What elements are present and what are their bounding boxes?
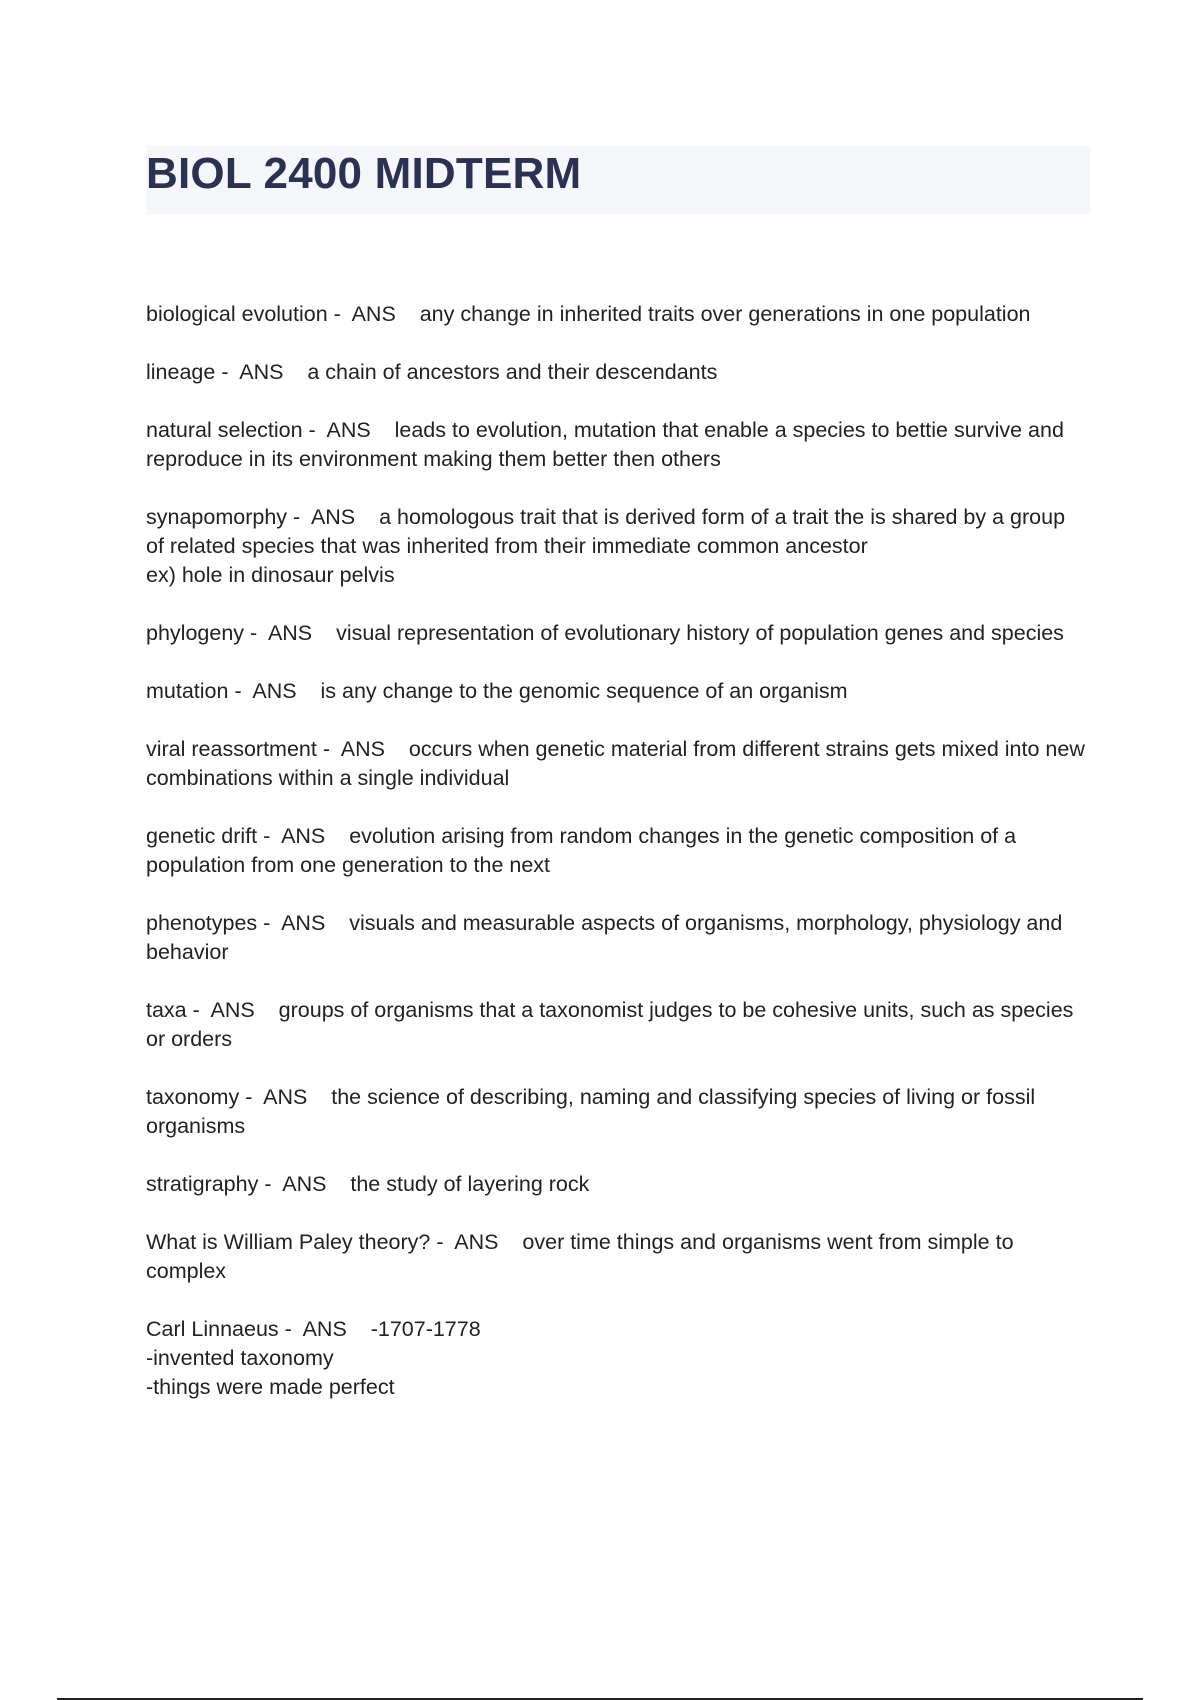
- flashcard-entry: natural selection - ANS leads to evolution, mutation that enable a species to bettie survive and reproduce in its environment making them better then others: [146, 418, 1064, 471]
- answer-marker: ANS: [267, 621, 313, 645]
- entry-extra-line: -things were made perfect: [146, 1375, 395, 1399]
- entry-term: taxonomy: [146, 1085, 240, 1109]
- entry-answer: is any change to the genomic sequence of an organism: [320, 679, 848, 703]
- entry-answer: leads to evolution, mutation that enable a species to bettie survive and reproduce in its environment making them better then others: [146, 418, 1064, 471]
- entry-term: natural selection: [146, 418, 303, 442]
- entry-answer: occurs when genetic material from different strains gets mixed into new combinations within a single individual: [146, 737, 1085, 790]
- entry-term: viral reassortment: [146, 737, 317, 761]
- entry-answer: over time things and organisms went from simple to complex: [146, 1230, 1014, 1283]
- entry-answer: -1707-1778: [370, 1317, 481, 1341]
- answer-marker: ANS: [263, 1085, 308, 1109]
- entry-answer: a chain of ancestors and their descendants: [307, 360, 718, 384]
- flashcard-entry: viral reassortment - ANS occurs when genetic material from different strains gets mixed into new combinations within a single individual: [146, 737, 1085, 790]
- flashcard-list: [146, 300, 1086, 1431]
- entry-answer: visual representation of evolutionary history of population genes and species: [336, 621, 1064, 645]
- entry-term: synapomorphy: [146, 505, 288, 529]
- answer-marker: ANS: [351, 302, 396, 326]
- answer-marker: ANS: [302, 1317, 347, 1341]
- answer-marker: ANS: [210, 998, 255, 1022]
- answer-marker: ANS: [252, 679, 297, 703]
- entry-term: mutation: [146, 679, 229, 703]
- entry-answer: the study of layering rock: [350, 1172, 590, 1196]
- entry-term: genetic drift: [146, 824, 258, 848]
- answer-marker: ANS: [310, 505, 356, 529]
- entry-answer: any change in inherited traits over generations in one population: [419, 302, 1031, 326]
- document-title: BIOL 2400 MIDTERM: [146, 149, 582, 198]
- answer-marker: ANS: [454, 1230, 499, 1254]
- flashcard-entry: Carl Linnaeus - ANS -1707-1778 -invented taxonomy -things were made perfect: [146, 1315, 1086, 1402]
- flashcard-entry: phylogeny - ANS visual representation of evolutionary history of population genes and species: [146, 621, 1064, 645]
- entry-answer: groups of organisms that a taxonomist judges to be cohesive units, such as species or orders: [146, 998, 1074, 1051]
- entry-answer: a homologous trait that is derived form of a trait the is shared by a group of related species that was inherited from their immediate common ancestor: [146, 505, 1066, 558]
- entry-answer: the science of describing, naming and classifying species of living or fossil organisms: [146, 1085, 1036, 1138]
- entry-term: lineage: [146, 360, 216, 384]
- flashcard-entry: genetic drift - ANS evolution arising from random changes in the genetic composition of a population from one generation to the next: [146, 824, 1017, 877]
- entry-extra-line: -invented taxonomy: [146, 1346, 334, 1370]
- answer-marker: ANS: [239, 360, 284, 384]
- flashcard-entry: biological evolution - ANS any change in inherited traits over generations in one population: [146, 302, 1031, 326]
- flashcard-entry: phenotypes - ANS visuals and measurable aspects of organisms, morphology, physiology and behavior: [146, 911, 1063, 964]
- entry-term: What is William Paley theory?: [146, 1230, 431, 1254]
- entry-term: phylogeny: [146, 621, 245, 645]
- answer-marker: ANS: [282, 1172, 327, 1196]
- entry-term: stratigraphy: [146, 1172, 259, 1196]
- entry-extra-line: ex) hole in dinosaur pelvis: [146, 563, 395, 587]
- entry-term: phenotypes: [146, 911, 258, 935]
- entry-term: Carl Linnaeus: [146, 1317, 279, 1341]
- flashcard-entry: taxa - ANS groups of organisms that a taxonomist judges to be cohesive units, such as species or orders: [146, 998, 1074, 1051]
- answer-marker: ANS: [340, 737, 385, 761]
- flashcard-entry: taxonomy - ANS the science of describing, naming and classifying species of living or fossil organisms: [146, 1085, 1036, 1138]
- entry-term: taxa: [146, 998, 187, 1022]
- entry-answer: evolution arising from random changes in the genetic composition of a population from one generation to the next: [146, 824, 1017, 877]
- answer-marker: ANS: [326, 418, 371, 442]
- flashcard-entry: lineage - ANS a chain of ancestors and their descendants: [146, 360, 718, 384]
- flashcard-entry: mutation - ANS is any change to the genomic sequence of an organism: [146, 679, 848, 703]
- answer-marker: ANS: [281, 911, 326, 935]
- flashcard-entry: synapomorphy - ANS a homologous trait that is derived form of a trait the is shared by a group of related species that was inherited from their immediate common ancestor ex) hole in dinosaur pelvis: [146, 503, 1086, 590]
- flashcard-entry: What is William Paley theory? - ANS over time things and organisms went from simple to complex: [146, 1230, 1014, 1283]
- entry-term: biological evolution: [146, 302, 328, 326]
- flashcard-entry: stratigraphy - ANS the study of layering rock: [146, 1172, 590, 1196]
- answer-marker: ANS: [281, 824, 326, 848]
- entry-answer: visuals and measurable aspects of organisms, morphology, physiology and behavior: [146, 911, 1063, 964]
